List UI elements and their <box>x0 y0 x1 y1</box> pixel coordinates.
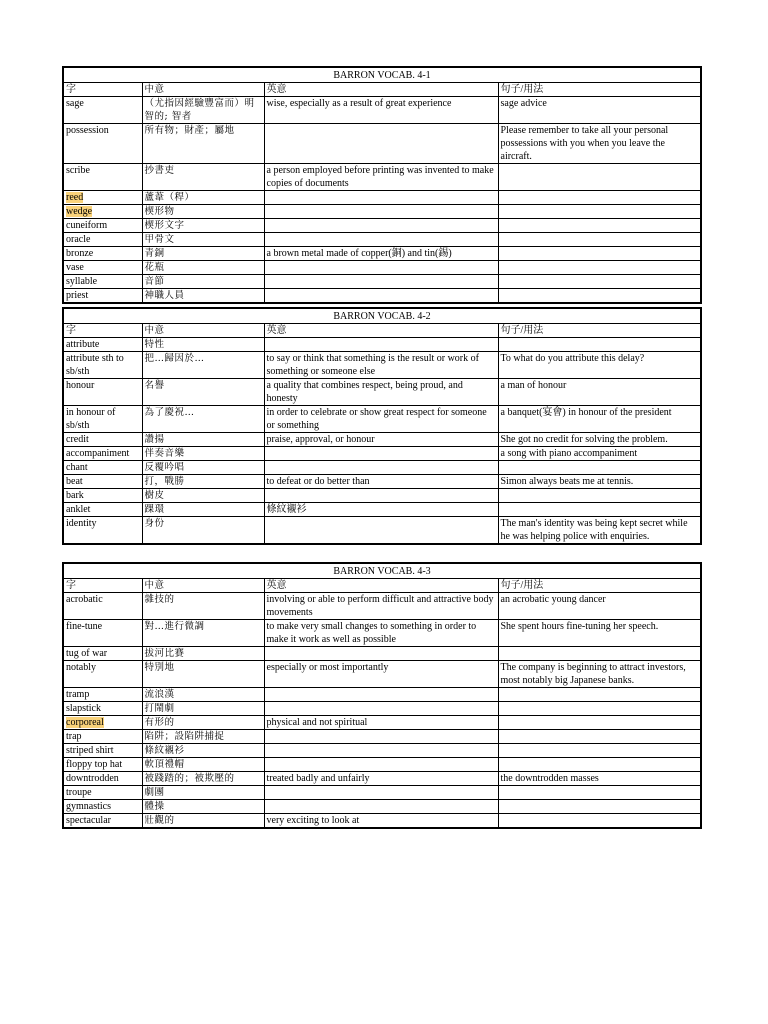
english-meaning-cell <box>264 447 498 461</box>
word-cell <box>63 275 142 289</box>
chinese-meaning-cell: 有形的 <box>142 716 264 730</box>
table-row <box>63 406 701 433</box>
table-row <box>63 786 701 800</box>
word-cell <box>63 758 142 772</box>
chinese-meaning-cell: 楔形物 <box>142 205 264 219</box>
word-cell <box>63 219 142 233</box>
english-meaning-cell: a quality that combines respect, being proud, and honesty <box>264 379 498 406</box>
word-cell <box>63 772 142 786</box>
word-cell <box>63 233 142 247</box>
english-meaning-cell <box>264 800 498 814</box>
vocab-table-body <box>63 308 701 544</box>
english-meaning-cell: in order to celebrate or show great respect for someone or something <box>264 406 498 433</box>
english-meaning-cell <box>264 261 498 275</box>
chinese-meaning-cell: 雜技的 <box>142 593 264 620</box>
table-row <box>63 620 701 647</box>
chinese-meaning-cell: 壯觀的 <box>142 814 264 829</box>
chinese-meaning-cell: 為了慶祝… <box>142 406 264 433</box>
english-meaning-cell <box>264 124 498 164</box>
table-row <box>63 233 701 247</box>
english-meaning-cell: to make very small changes to something in order to make it work as well as possible <box>264 620 498 647</box>
table-row <box>63 219 701 233</box>
usage-cell <box>498 489 701 503</box>
vocab-word: cuneiform <box>66 220 108 231</box>
english-meaning-cell: a person employed before printing was invented to make copies of documents <box>264 164 498 191</box>
usage-cell <box>498 205 701 219</box>
table-title-row <box>63 308 701 324</box>
chinese-meaning-cell: 拔河比賽 <box>142 647 264 661</box>
english-meaning-cell: physical and not spiritual <box>264 716 498 730</box>
table-row <box>63 688 701 702</box>
vocab-word: attribute sth to sb/sth <box>66 353 124 377</box>
usage-cell <box>498 461 701 475</box>
english-meaning-cell <box>264 233 498 247</box>
vocab-word: acrobatic <box>66 594 103 605</box>
chinese-meaning-cell: 所有物；財產；屬地 <box>142 124 264 164</box>
vocab-table-4-1 <box>62 66 702 304</box>
chinese-meaning-cell: 樹皮 <box>142 489 264 503</box>
column-header: 字 <box>63 324 142 338</box>
english-meaning-cell <box>264 647 498 661</box>
word-cell <box>63 688 142 702</box>
table-header-row <box>63 579 701 593</box>
table-row <box>63 503 701 517</box>
english-meaning-cell <box>264 205 498 219</box>
table-row <box>63 124 701 164</box>
english-meaning-cell: 條紋襯衫 <box>264 503 498 517</box>
table-row <box>63 758 701 772</box>
usage-cell: a man of honour <box>498 379 701 406</box>
english-meaning-cell <box>264 702 498 716</box>
english-meaning-cell <box>264 730 498 744</box>
usage-cell: To what do you attribute this delay? <box>498 352 701 379</box>
word-cell <box>63 716 142 730</box>
usage-cell <box>498 716 701 730</box>
vocab-table-4-2 <box>62 307 702 545</box>
usage-cell <box>498 814 701 829</box>
chinese-meaning-cell: 被踐踏的；被欺壓的 <box>142 772 264 786</box>
vocab-table-body <box>63 563 701 828</box>
column-header: 中意 <box>142 83 264 97</box>
english-meaning-cell <box>264 338 498 352</box>
word-cell <box>63 503 142 517</box>
table-row <box>63 191 701 205</box>
usage-cell <box>498 247 701 261</box>
table-row <box>63 647 701 661</box>
table-row <box>63 702 701 716</box>
usage-cell: the downtrodden masses <box>498 772 701 786</box>
table-row <box>63 489 701 503</box>
vocab-word: in honour of sb/sth <box>66 407 116 431</box>
chinese-meaning-cell: 讚揚 <box>142 433 264 447</box>
english-meaning-cell <box>264 758 498 772</box>
word-cell <box>63 489 142 503</box>
english-meaning-cell <box>264 688 498 702</box>
usage-cell <box>498 289 701 304</box>
word-cell <box>63 205 142 219</box>
chinese-meaning-cell: （尤指因經驗豐富而）明智的; 智者 <box>142 97 264 124</box>
word-cell <box>63 786 142 800</box>
usage-cell: Simon always beats me at tennis. <box>498 475 701 489</box>
usage-cell <box>498 730 701 744</box>
english-meaning-cell <box>264 191 498 205</box>
chinese-meaning-cell: 把…歸因於… <box>142 352 264 379</box>
vocab-word: scribe <box>66 165 90 176</box>
chinese-meaning-cell: 特別地 <box>142 661 264 688</box>
vocab-word: bark <box>66 490 84 501</box>
table-row <box>63 289 701 304</box>
chinese-meaning-cell: 楔形文字 <box>142 219 264 233</box>
chinese-meaning-cell: 踝環 <box>142 503 264 517</box>
word-cell <box>63 289 142 304</box>
table-row <box>63 379 701 406</box>
table-row <box>63 800 701 814</box>
word-cell <box>63 744 142 758</box>
table-title-row <box>63 67 701 83</box>
chinese-meaning-cell: 抄書吏 <box>142 164 264 191</box>
usage-cell <box>498 338 701 352</box>
usage-cell <box>498 233 701 247</box>
word-cell <box>63 97 142 124</box>
vocab-word: vase <box>66 262 84 273</box>
table-title-row <box>63 563 701 579</box>
table-row <box>63 247 701 261</box>
vocab-word: slapstick <box>66 703 101 714</box>
usage-cell: The man's identity was being kept secret while he was helping police with enquiries. <box>498 517 701 545</box>
word-cell <box>63 433 142 447</box>
usage-cell <box>498 800 701 814</box>
vocab-word: notably <box>66 662 96 673</box>
english-meaning-cell: very exciting to look at <box>264 814 498 829</box>
usage-cell <box>498 191 701 205</box>
chinese-meaning-cell: 對…進行微調 <box>142 620 264 647</box>
vocab-word: fine-tune <box>66 621 103 632</box>
chinese-meaning-cell: 甲骨文 <box>142 233 264 247</box>
word-cell <box>63 261 142 275</box>
table-row <box>63 814 701 829</box>
word-cell <box>63 702 142 716</box>
vocab-word: trap <box>66 731 82 742</box>
chinese-meaning-cell: 蘆葦（稈） <box>142 191 264 205</box>
word-cell <box>63 191 142 205</box>
table-row <box>63 744 701 758</box>
chinese-meaning-cell: 名譽 <box>142 379 264 406</box>
table-row <box>63 261 701 275</box>
table-header-row <box>63 83 701 97</box>
vocab-word: tramp <box>66 689 90 700</box>
column-header: 英意 <box>264 324 498 338</box>
word-cell <box>63 164 142 191</box>
vocab-word: attribute <box>66 339 100 350</box>
chinese-meaning-cell: 青銅 <box>142 247 264 261</box>
vocab-word: priest <box>66 290 89 301</box>
column-header: 英意 <box>264 579 498 593</box>
chinese-meaning-cell: 劇團 <box>142 786 264 800</box>
vocab-word: downtrodden <box>66 773 119 784</box>
vocab-word: spectacular <box>66 815 111 826</box>
table-row <box>63 164 701 191</box>
chinese-meaning-cell: 花瓶 <box>142 261 264 275</box>
vocab-word: bronze <box>66 248 94 259</box>
chinese-meaning-cell: 體操 <box>142 800 264 814</box>
english-meaning-cell: wise, especially as a result of great experience <box>264 97 498 124</box>
chinese-meaning-cell: 打，戰勝 <box>142 475 264 489</box>
english-meaning-cell: involving or able to perform difficult and attractive body movements <box>264 593 498 620</box>
vocab-table-4-3 <box>62 562 702 829</box>
usage-cell <box>498 503 701 517</box>
usage-cell: an acrobatic young dancer <box>498 593 701 620</box>
chinese-meaning-cell: 陷阱；設陷阱捕捉 <box>142 730 264 744</box>
word-cell <box>63 247 142 261</box>
chinese-meaning-cell: 反覆吟唱 <box>142 461 264 475</box>
english-meaning-cell <box>264 219 498 233</box>
column-header: 英意 <box>264 83 498 97</box>
english-meaning-cell: especially or most importantly <box>264 661 498 688</box>
vocab-word: credit <box>66 434 89 445</box>
usage-cell <box>498 164 701 191</box>
vocab-word: gymnastics <box>66 801 111 812</box>
word-cell <box>63 620 142 647</box>
table-row <box>63 517 701 545</box>
english-meaning-cell <box>264 275 498 289</box>
table-title: BARRON VOCAB. 4-3 <box>63 563 701 579</box>
table-row <box>63 730 701 744</box>
usage-cell: a song with piano accompaniment <box>498 447 701 461</box>
english-meaning-cell: to say or think that something is the result or work of something or someone else <box>264 352 498 379</box>
usage-cell <box>498 758 701 772</box>
vocab-word: syllable <box>66 276 98 287</box>
word-cell <box>63 661 142 688</box>
usage-cell: Please remember to take all your personal possessions with you when you leave the aircraft. <box>498 124 701 164</box>
chinese-meaning-cell: 特性 <box>142 338 264 352</box>
chinese-meaning-cell: 身份 <box>142 517 264 545</box>
table-row <box>63 275 701 289</box>
column-header: 句子/用法 <box>498 83 701 97</box>
vocab-word: floppy top hat <box>66 759 123 770</box>
vocab-word: beat <box>66 476 83 487</box>
table-row <box>63 772 701 786</box>
english-meaning-cell <box>264 289 498 304</box>
vocab-table-body <box>63 67 701 303</box>
table-row <box>63 593 701 620</box>
vocab-word: troupe <box>66 787 92 798</box>
chinese-meaning-cell: 伴奏音樂 <box>142 447 264 461</box>
usage-cell <box>498 275 701 289</box>
usage-cell <box>498 688 701 702</box>
word-cell <box>63 730 142 744</box>
table-header-row <box>63 324 701 338</box>
usage-cell <box>498 219 701 233</box>
chinese-meaning-cell: 條紋襯衫 <box>142 744 264 758</box>
word-cell <box>63 379 142 406</box>
usage-cell <box>498 786 701 800</box>
word-cell <box>63 124 142 164</box>
vocab-word: identity <box>66 518 97 529</box>
table-title: BARRON VOCAB. 4-2 <box>63 308 701 324</box>
chinese-meaning-cell: 神職人員 <box>142 289 264 304</box>
vocab-word: possession <box>66 125 109 136</box>
column-header: 字 <box>63 579 142 593</box>
english-meaning-cell: to defeat or do better than <box>264 475 498 489</box>
english-meaning-cell: praise, approval, or honour <box>264 433 498 447</box>
vocab-word: striped shirt <box>66 745 114 756</box>
table-row <box>63 461 701 475</box>
vocab-word: chant <box>66 462 88 473</box>
usage-cell <box>498 261 701 275</box>
table-row <box>63 716 701 730</box>
column-header: 中意 <box>142 579 264 593</box>
table-row <box>63 433 701 447</box>
table-row <box>63 338 701 352</box>
english-meaning-cell <box>264 786 498 800</box>
usage-cell: She spent hours fine-tuning her speech. <box>498 620 701 647</box>
english-meaning-cell <box>264 461 498 475</box>
vocab-word: wedge <box>66 206 93 217</box>
vocab-word: accompaniment <box>66 448 130 459</box>
word-cell <box>63 800 142 814</box>
english-meaning-cell <box>264 744 498 758</box>
word-cell <box>63 406 142 433</box>
word-cell <box>63 447 142 461</box>
usage-cell: She got no credit for solving the problem. <box>498 433 701 447</box>
usage-cell: The company is beginning to attract investors, most notably big Japanese banks. <box>498 661 701 688</box>
usage-cell: sage advice <box>498 97 701 124</box>
vocab-word: corporeal <box>66 717 104 728</box>
chinese-meaning-cell: 軟頂禮帽 <box>142 758 264 772</box>
chinese-meaning-cell: 音節 <box>142 275 264 289</box>
vocab-word: anklet <box>66 504 91 515</box>
column-header: 句子/用法 <box>498 579 701 593</box>
usage-cell: a banquet(宴會) in honour of the president <box>498 406 701 433</box>
column-header: 中意 <box>142 324 264 338</box>
usage-cell <box>498 744 701 758</box>
word-cell <box>63 647 142 661</box>
table-row <box>63 352 701 379</box>
vocab-word: honour <box>66 380 95 391</box>
table-title: BARRON VOCAB. 4-1 <box>63 67 701 83</box>
english-meaning-cell: a brown metal made of copper(銅) and tin(錫) <box>264 247 498 261</box>
word-cell <box>63 814 142 829</box>
chinese-meaning-cell: 流浪漢 <box>142 688 264 702</box>
word-cell <box>63 517 142 545</box>
usage-cell <box>498 702 701 716</box>
word-cell <box>63 461 142 475</box>
vocab-word: oracle <box>66 234 91 245</box>
english-meaning-cell <box>264 517 498 545</box>
table-row <box>63 475 701 489</box>
vocab-word: tug of war <box>66 648 108 659</box>
column-header: 句子/用法 <box>498 324 701 338</box>
word-cell <box>63 338 142 352</box>
chinese-meaning-cell: 打鬧劇 <box>142 702 264 716</box>
table-row <box>63 661 701 688</box>
word-cell <box>63 593 142 620</box>
vocab-word: sage <box>66 98 84 109</box>
column-header: 字 <box>63 83 142 97</box>
english-meaning-cell <box>264 489 498 503</box>
table-row <box>63 447 701 461</box>
vocab-word: reed <box>66 192 84 203</box>
table-row <box>63 205 701 219</box>
word-cell <box>63 352 142 379</box>
table-row <box>63 97 701 124</box>
english-meaning-cell: treated badly and unfairly <box>264 772 498 786</box>
word-cell <box>63 475 142 489</box>
usage-cell <box>498 647 701 661</box>
